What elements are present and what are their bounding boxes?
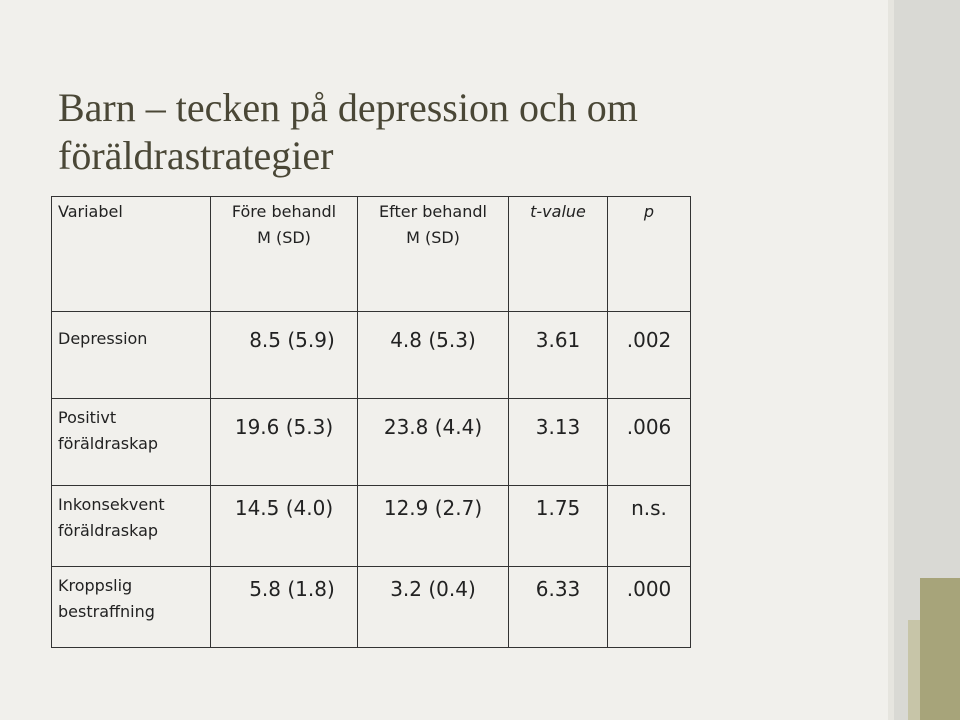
table-row (52, 312, 691, 399)
cell-t-value: 3.13 (509, 399, 608, 486)
table-row (52, 486, 691, 567)
cell-after: 12.9 (2.7) (358, 486, 509, 567)
cell-before: 14.5 (4.0) (211, 486, 358, 567)
cell-t-value: 6.33 (509, 567, 608, 648)
cell-after: 4.8 (5.3) (358, 312, 509, 399)
cell-p: .006 (608, 399, 691, 486)
decorative-accent-block-light (908, 620, 920, 720)
row-label: Depression (52, 312, 211, 399)
cell-p: .002 (608, 312, 691, 399)
header-variable: Variabel (52, 197, 211, 312)
row-label: Inkonsekvent föräldraskap (52, 486, 211, 567)
cell-after: 3.2 (0.4) (358, 567, 509, 648)
row-label: Kroppslig bestraffning (52, 567, 211, 648)
cell-before: 8.5 (5.9) (211, 312, 358, 399)
decorative-sidebar-stripe (888, 0, 894, 720)
cell-t-value: 3.61 (509, 312, 608, 399)
cell-t-value: 1.75 (509, 486, 608, 567)
table-header-row (52, 197, 691, 312)
cell-before: 5.8 (1.8) (211, 567, 358, 648)
cell-p: n.s. (608, 486, 691, 567)
header-p: p (608, 197, 691, 312)
header-before: Före behandl M (SD) (211, 197, 358, 312)
cell-p: .000 (608, 567, 691, 648)
table-row (52, 399, 691, 486)
table-row (52, 567, 691, 648)
row-label: Positivt föräldraskap (52, 399, 211, 486)
cell-before: 19.6 (5.3) (211, 399, 358, 486)
header-after: Efter behandl M (SD) (358, 197, 509, 312)
header-t-value: t-value (509, 197, 608, 312)
decorative-accent-block (920, 578, 960, 720)
slide-title: Barn – tecken på depression och om föräldrastrategier (58, 85, 638, 178)
cell-after: 23.8 (4.4) (358, 399, 509, 486)
results-table (51, 196, 691, 648)
